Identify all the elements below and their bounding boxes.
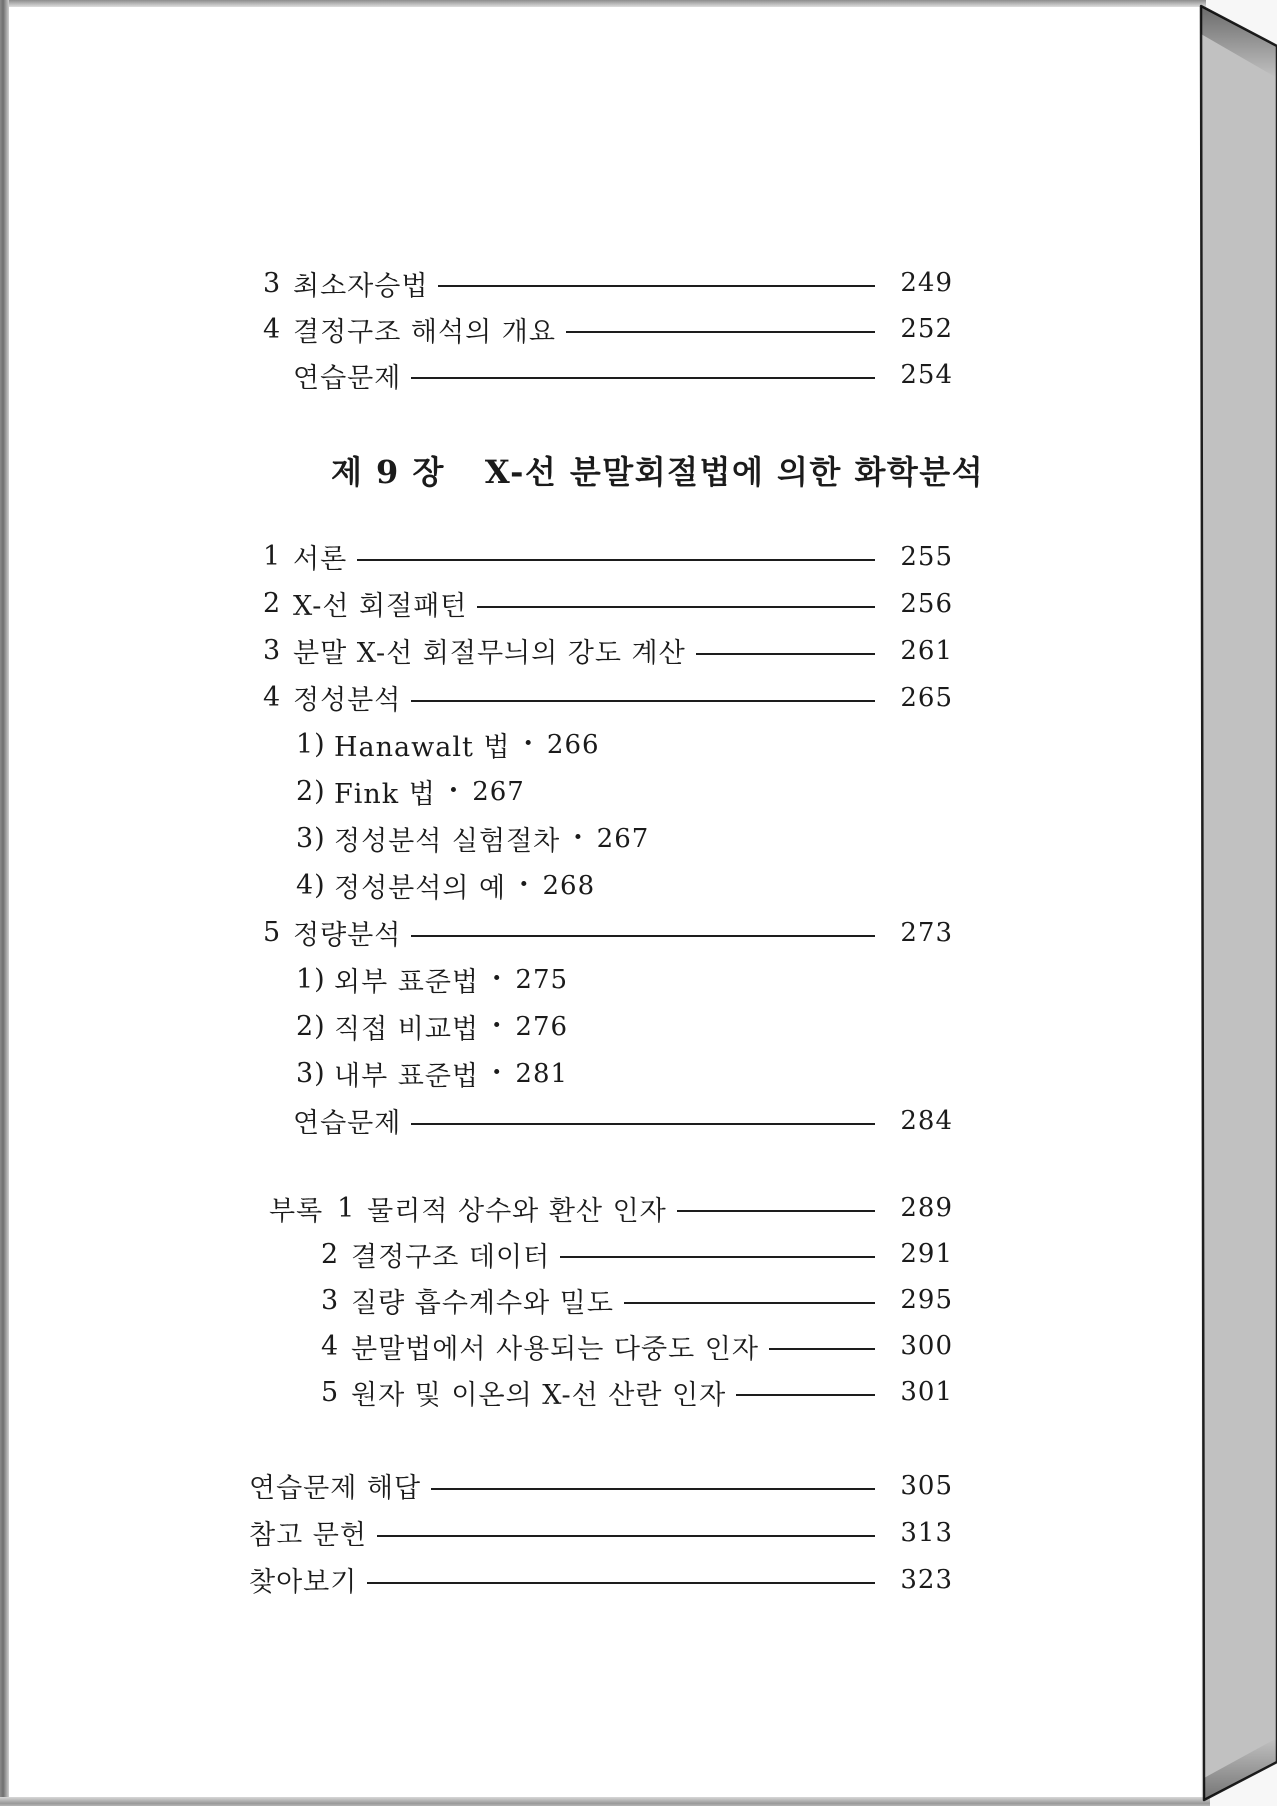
entry-page: 323 [900,1564,953,1595]
leader-line [431,1488,875,1490]
dot-separator: · [492,1010,503,1041]
leader-line [736,1394,875,1396]
entry-number: 3 [263,267,282,299]
entry-label: X-선 회절패턴 [293,591,468,622]
entry-page: 273 [900,917,953,948]
leader-line [367,1582,875,1584]
appendix-prefix: 부록 [269,1195,324,1227]
entry-page: 301 [900,1377,953,1407]
leader-line [769,1348,875,1350]
leader-line [477,606,875,608]
chapter-title: X-선 분말회절법에 의한 화학분석 [484,453,985,491]
subentry-number: 2) [296,776,326,807]
entry-label: 원자 및 이온의 X-선 산란 인자 [351,1379,727,1411]
entry-page: 313 [900,1517,953,1548]
toc-entry [9,1231,1201,1277]
toc-entry [9,627,1201,674]
leader-line [438,285,875,287]
entry-number: 3 [263,635,282,666]
subentry-page: 268 [542,870,596,901]
entry-label: 분말법에서 사용되는 다중도 인자 [351,1333,759,1365]
subentry-number: 4) [296,870,326,901]
entry-label: 질량 흡수계수와 밀도 [351,1287,614,1319]
leader-line [411,700,875,702]
toc-entry [9,1462,1201,1509]
entry-label: 참고 문헌 [249,1520,367,1551]
entry-number: 4 [263,682,282,713]
dot-separator: · [573,822,584,853]
dot-separator: · [523,728,534,759]
chapter-number: 제 9 장 [331,453,445,491]
toc-subentry [9,815,1201,862]
leader-line [624,1302,875,1304]
entry-label: 연습문제 [293,1108,402,1139]
entry-page: 300 [900,1331,953,1361]
entry-number: 5 [263,917,282,948]
subentry-page: 275 [515,964,569,995]
toc-entry [9,674,1201,721]
toc-entry [9,909,1201,956]
dot-separator: · [519,869,530,900]
entry-number: 5 [321,1376,340,1408]
toc-entry [9,1509,1201,1556]
entry-number: 3 [321,1284,340,1316]
toc-entry [9,1277,1201,1323]
entry-number: 1 [263,541,282,572]
subentry-label: 직접 비교법 [334,1014,479,1045]
entry-number: 2 [263,588,282,619]
leader-line [560,1256,875,1258]
entry-label: 분말 X-선 회절무늬의 강도 계산 [293,638,686,669]
entry-page: 261 [900,635,953,666]
toc-entry [9,580,1201,627]
entry-label: 정량분석 [293,920,402,951]
subentry-label: 정성분석 실험절차 [334,826,561,857]
entry-page: 289 [900,1193,953,1223]
toc-subentry [9,956,1201,1003]
toc-subentry [9,862,1201,909]
toc-entry [9,1369,1201,1415]
toc-entry [9,352,1201,398]
entry-page: 291 [900,1239,953,1269]
entry-label: 서론 [293,544,348,575]
entry-label: 정성분석 [293,685,402,716]
toc-section-appendix [9,1185,1201,1415]
subentry-number: 3) [296,823,326,854]
subentry-number: 1) [296,729,326,760]
toc-section-previous-chapter [9,260,1201,398]
subentry-label: 내부 표준법 [334,1061,479,1092]
entry-label: 연습문제 [293,362,402,394]
leader-line [566,331,875,333]
entry-page: 284 [900,1105,953,1136]
entry-page: 305 [900,1470,953,1501]
toc-entry [9,1185,1201,1231]
leader-line [677,1210,875,1212]
toc-subentry [9,1003,1201,1050]
subentry-page: 267 [472,776,525,807]
dot-separator: · [492,963,503,994]
entry-page: 254 [900,360,953,390]
entry-label: 최소자승법 [293,270,429,302]
subentry-number: 1) [296,964,326,995]
subentry-label: 외부 표준법 [334,967,479,998]
subentry-label: 정성분석의 예 [334,873,507,904]
leader-line [357,559,875,561]
entry-number: 2 [321,1238,340,1270]
entry-label: 연습문제 해답 [249,1473,422,1504]
toc-section-chapter9 [9,533,1201,1144]
entry-label: 찾아보기 [249,1567,358,1598]
entry-label: 결정구조 데이터 [351,1241,551,1273]
subentry-page: 276 [515,1011,569,1042]
toc-entry [9,533,1201,580]
entry-number: 4 [263,313,282,345]
toc-section-backmatter [9,1462,1201,1603]
subentry-page: 267 [596,823,650,854]
dot-separator: · [492,1057,503,1088]
subentry-number: 3) [296,1058,326,1089]
entry-page: 256 [900,588,953,619]
entry-number: 4 [321,1330,340,1362]
leader-line [411,1123,875,1125]
leader-line [377,1535,875,1537]
toc-entry [9,260,1201,306]
subentry-number: 2) [296,1011,326,1042]
entry-page: 249 [900,268,953,298]
entry-page: 252 [900,314,953,344]
entry-label: 결정구조 해석의 개요 [293,316,556,348]
leader-line [411,935,875,937]
entry-label: 물리적 상수와 환산 인자 [367,1195,667,1227]
dot-separator: · [448,775,460,806]
fore-edge-panel [1201,6,1277,1800]
leader-line [696,653,875,655]
chapter-heading [9,448,1277,492]
toc-entry [9,1097,1201,1144]
subentry-label: Fink 법 [334,779,436,810]
subentry-page: 266 [546,729,600,760]
entry-number: 1 [337,1192,356,1224]
toc-entry [9,1323,1201,1369]
subentry-page: 281 [515,1058,569,1089]
entry-page: 255 [900,541,953,572]
toc-subentry [9,721,1201,768]
toc-subentry [9,1050,1201,1097]
leader-line [411,377,875,379]
entry-page: 265 [900,682,953,713]
subentry-label: Hanawalt 법 [334,732,511,763]
toc-entry [9,306,1201,352]
toc-subentry [9,768,1201,815]
toc-entry [9,1556,1201,1603]
entry-page: 295 [900,1285,953,1315]
